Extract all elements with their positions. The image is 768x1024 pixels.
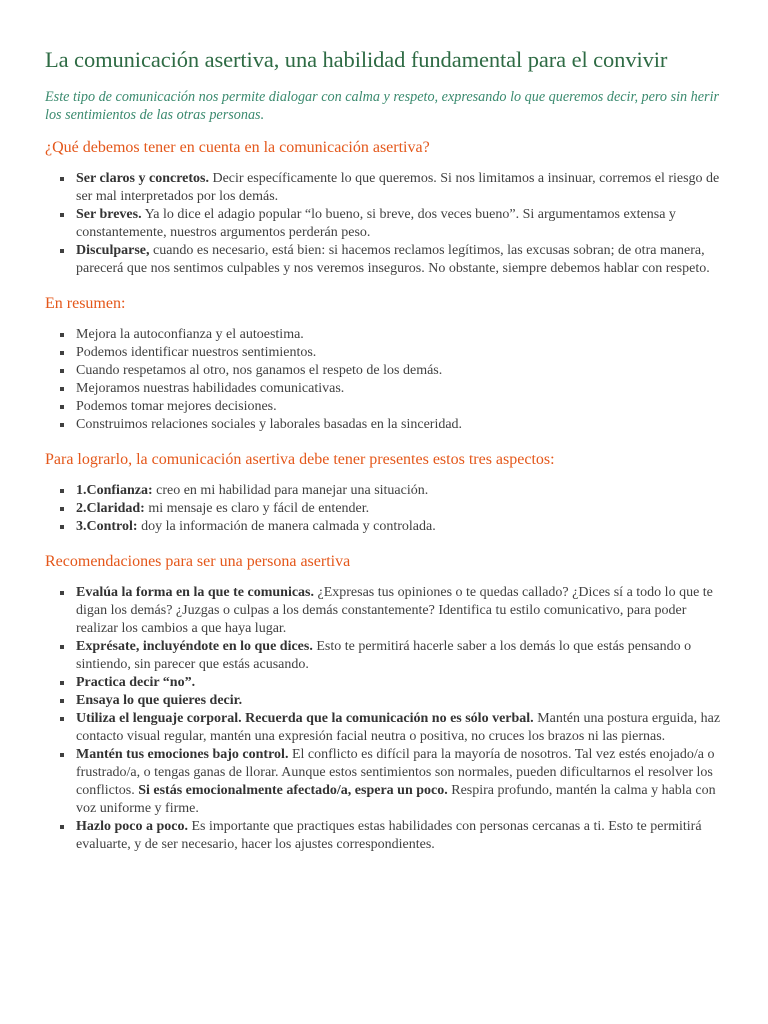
item-bold: 2.Claridad:: [76, 501, 145, 516]
item-bold: Ensaya lo que quieres decir.: [76, 693, 243, 708]
section-heading-summary: En resumen:: [45, 295, 126, 312]
item-text: mi mensaje es claro y fácil de entender.: [144, 501, 370, 516]
list-item: Cuando respetamos al otro, nos ganamos el respeto de los demás.: [76, 362, 722, 380]
item-bold-secondary: Si estás emocionalmente afectado/a, espera un poco.: [138, 783, 448, 798]
list-item: [76, 242, 722, 278]
list-item: [76, 674, 722, 692]
section-heading-considerations: ¿Qué debemos tener en cuenta en la comunicación asertiva?: [45, 139, 430, 156]
item-text: Decir específicamente lo que queremos. Si nos limitamos a insinuar, corremos el riesgo de ser mal interpretados por los demás.: [76, 171, 720, 204]
recommendations-list: [45, 584, 722, 854]
item-text: El conflicto es difícil para la mayoría de nosotros. Tal vez estés enojado/a o frustrado/a, o tengas ganas de llorar. Aunque estos sentimientos son normales, pueden dificultarnos el resolver los conflictos.: [76, 747, 715, 798]
document-title: La comunicación asertiva, una habilidad fundamental para el convivir: [45, 47, 668, 72]
item-bold: Disculparse,: [76, 243, 150, 258]
aspects-list: [45, 482, 722, 536]
item-bold: Evalúa la forma en la que te comunicas.: [76, 585, 314, 600]
list-item: [76, 818, 722, 854]
list-item: Podemos identificar nuestros sentimientos.: [76, 344, 722, 362]
item-text: cuando es necesario, está bien: si hacemos reclamos legítimos, las excusas sobran; de otra manera, parecerá que nos sentimos culpables y nos veremos inseguros. No obstante, siempre debemos hablar con respeto.: [76, 243, 710, 276]
item-text: doy la información de manera calmada y controlada.: [137, 519, 436, 534]
list-item: [76, 638, 722, 674]
item-text: ¿Expresas tus opiniones o te quedas callado? ¿Dices sí a todo lo que te digan los demás? ¿Juzgas o culpas a los demás constantemente? Identifica tu estilo comunicativo, para poder realizar los cambios a que haya lugar.: [76, 585, 713, 636]
list-item: [76, 206, 722, 242]
section-heading-aspects: Para lograrlo, la comunicación asertiva debe tener presentes estos tres aspectos:: [45, 451, 555, 468]
item-bold: 1.Confianza:: [76, 483, 153, 498]
list-item: Mejora la autoconfianza y el autoestima.: [76, 326, 722, 344]
list-item: Mejoramos nuestras habilidades comunicativas.: [76, 380, 722, 398]
item-bold: Mantén tus emociones bajo control.: [76, 747, 289, 762]
item-text: Mantén una postura erguida, haz contacto visual regular, mantén una expresión facial neutra o positiva, no cruces los brazos ni las piernas.: [76, 711, 721, 744]
item-text-secondary: Respira profundo, mantén la calma y habla con voz uniforme y firme.: [76, 783, 716, 816]
list-item: [76, 746, 722, 818]
item-text: Es importante que practiques estas habilidades con personas cercanas a ti. Esto te permitirá evaluarte, y de ser necesario, hacer los ajustes correspondientes.: [76, 819, 702, 852]
list-item: Construimos relaciones sociales y laborales basadas en la sinceridad.: [76, 416, 722, 434]
summary-list: [45, 326, 722, 434]
item-bold: 3.Control:: [76, 519, 138, 534]
list-item: [76, 584, 722, 638]
lead-paragraph: Este tipo de comunicación nos permite dialogar con calma y respeto, expresando lo que queremos decir, pero sin herir los sentimientos de las otras personas.: [45, 89, 720, 123]
item-text: Ya lo dice el adagio popular “lo bueno, si breve, dos veces bueno”. Si argumentamos extensa y constantemente, nuestros argumentos perderán peso.: [76, 207, 676, 240]
item-bold: Exprésate, incluyéndote en lo que dices.: [76, 639, 313, 654]
considerations-list: [45, 170, 722, 278]
list-item: [76, 482, 722, 500]
list-item: [76, 500, 722, 518]
section-heading-recommendations: Recomendaciones para ser una persona asertiva: [45, 553, 351, 570]
item-bold: Utiliza el lenguaje corporal. Recuerda que la comunicación no es sólo verbal.: [76, 711, 534, 726]
list-item: [76, 518, 722, 536]
list-item: Podemos tomar mejores decisiones.: [76, 398, 722, 416]
list-item: [76, 692, 722, 710]
item-bold: Practica decir “no”.: [76, 675, 196, 690]
item-text: Esto te permitirá hacerle saber a los demás lo que estás pensando o sintiendo, sin parecer que estás acusando.: [76, 639, 692, 672]
item-text: creo en mi habilidad para manejar una situación.: [152, 483, 429, 498]
item-bold: Ser claros y concretos.: [76, 171, 209, 186]
list-item: [76, 710, 722, 746]
list-item: [76, 170, 722, 206]
item-bold: Ser breves.: [76, 207, 142, 222]
item-bold: Hazlo poco a poco.: [76, 819, 188, 834]
